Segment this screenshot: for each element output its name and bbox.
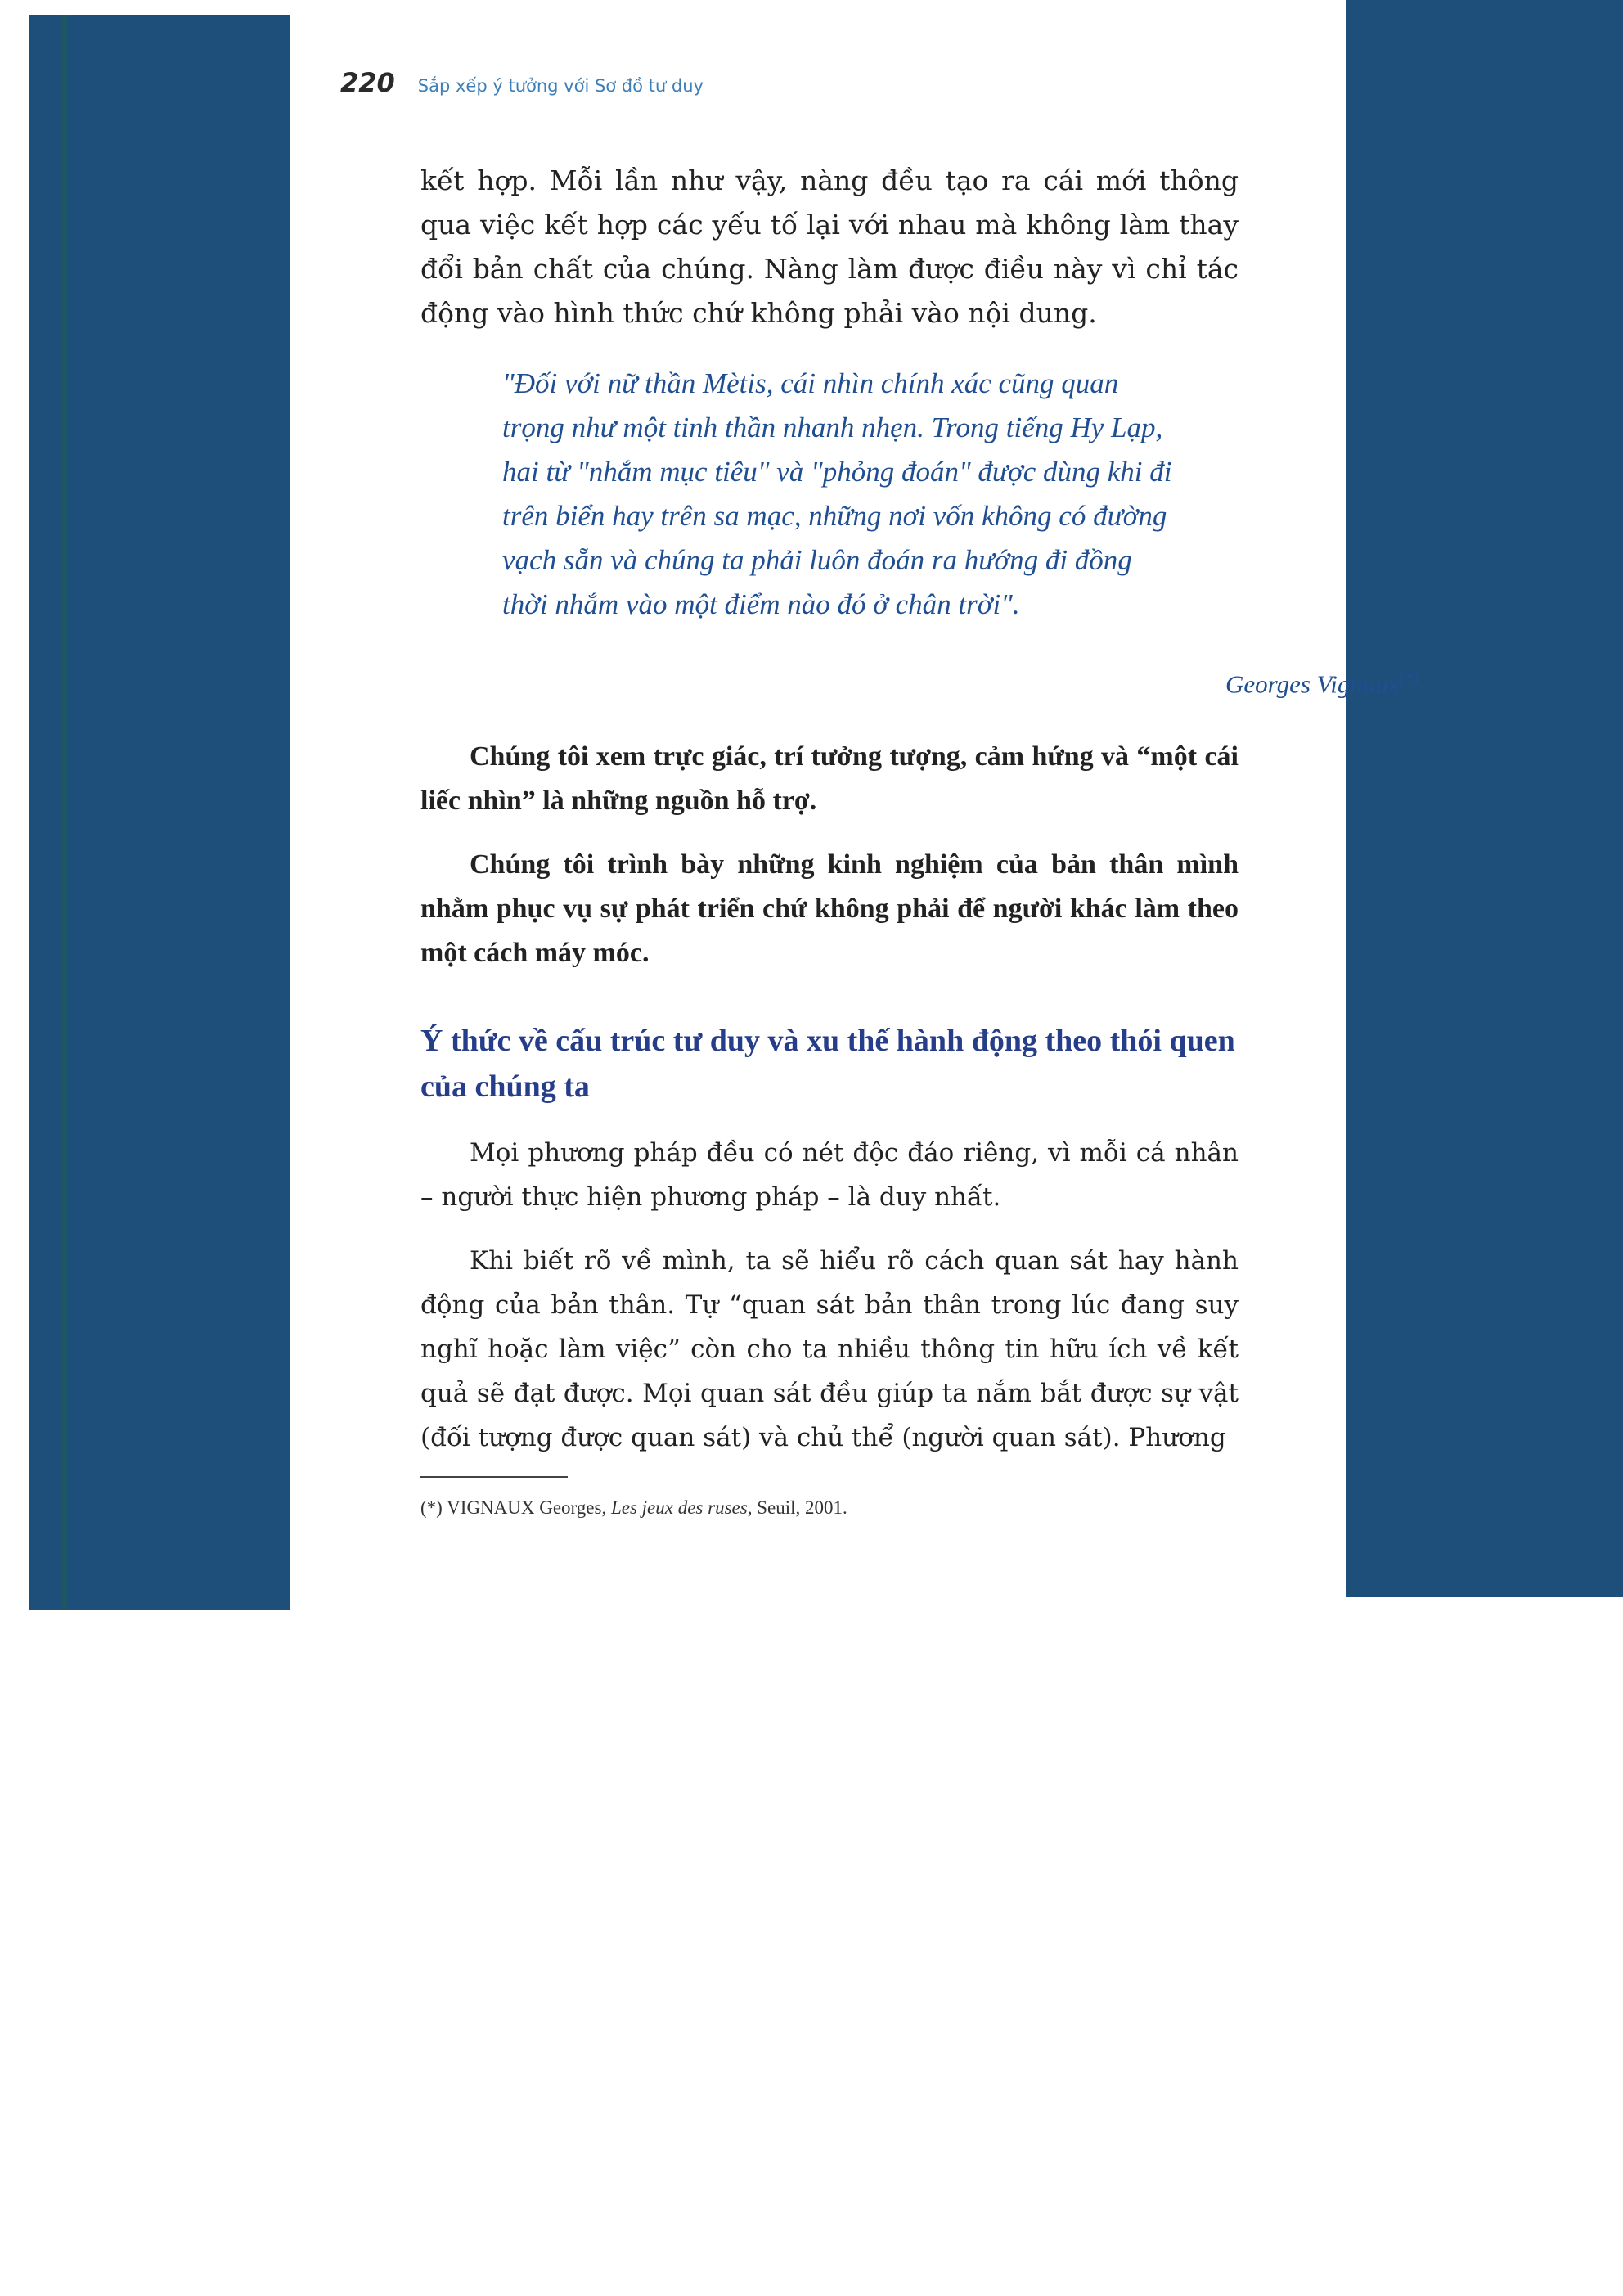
quote-author: Georges Vignaux bbox=[1225, 669, 1400, 699]
quote-text: "Đối với nữ thần Mètis, cái nhìn chính xác cũng quan trọng như một tinh thần nhanh nhẹn. Trong tiếng Hy Lạp, hai từ "nhắm mục tiêu" và "phỏng đoán" được dùng khi đi trên biển hay trên sa mạc, những nơi vốn không có đường vạch sẵn và chúng ta phải luôn đoán ra hướng đi đồng thời nhắm vào một điểm nào đó ở chân trời". bbox=[502, 367, 1172, 620]
footnote bbox=[420, 1497, 1239, 1519]
left-page-edge-band bbox=[29, 15, 290, 1610]
section-paragraph-method: Mọi phương pháp đều có nét độc đáo riêng, vì mỗi cá nhân – người thực hiện phương pháp – là duy nhất. bbox=[420, 1138, 1239, 1212]
section-paragraph-observation: Khi biết rõ về mình, ta sẽ hiểu rõ cách quan sát hay hành động của bản thân. Tự “quan sát bản thân trong lúc đang suy nghĩ hoặc làm việc” còn cho ta nhiều thông tin hữu ích về kết quả sẽ đạt được. Mọi quan sát đều giúp ta nắm bắt được sự vật (đối tượng được quan sát) và chủ thể (người quan sát). Phương bbox=[420, 1246, 1239, 1452]
book-page bbox=[290, 15, 1418, 1610]
intro-paragraph: kết hợp. Mỗi lần như vậy, nàng đều tạo ra cái mới thông qua việc kết hợp các yếu tố lại với nhau mà không làm thay đổi bản chất của chúng. Nàng làm được điều này vì chỉ tác động vào hình thức chứ không phải vào nội dung. bbox=[420, 164, 1239, 329]
footnote-book-title: Les jeux des ruses bbox=[610, 1497, 748, 1518]
page-header bbox=[340, 67, 704, 108]
quote-attribution bbox=[829, 669, 1418, 699]
left-band-edge-line bbox=[62, 15, 67, 1610]
footnote-author: VIGNAUX Georges, bbox=[447, 1497, 607, 1518]
footnote-divider bbox=[420, 1476, 568, 1478]
right-page-edge-band bbox=[1346, 0, 1623, 1597]
footnote-reference: (*) bbox=[1399, 669, 1418, 687]
bold-paragraph-experience: Chúng tôi trình bày những kinh nghiệm của bản thân mình nhằm phục vụ sự phát triển chứ không phải để người khác làm theo một cách máy móc. bbox=[420, 849, 1239, 968]
footnote-marker: (*) bbox=[420, 1497, 443, 1518]
page-number: 220 bbox=[340, 67, 395, 98]
running-title: Sắp xếp ý tưởng với Sơ đồ tư duy bbox=[417, 76, 704, 96]
footnote-publisher: , Seuil, 2001. bbox=[747, 1497, 847, 1518]
section-heading: Ý thức về cấu trúc tư duy và xu thế hành động theo thói quen của chúng ta bbox=[420, 1024, 1235, 1104]
bold-paragraph-intuition: Chúng tôi xem trực giác, trí tưởng tượng, cảm hứng và “một cái liếc nhìn” là những nguồn hỗ trợ. bbox=[420, 741, 1239, 816]
